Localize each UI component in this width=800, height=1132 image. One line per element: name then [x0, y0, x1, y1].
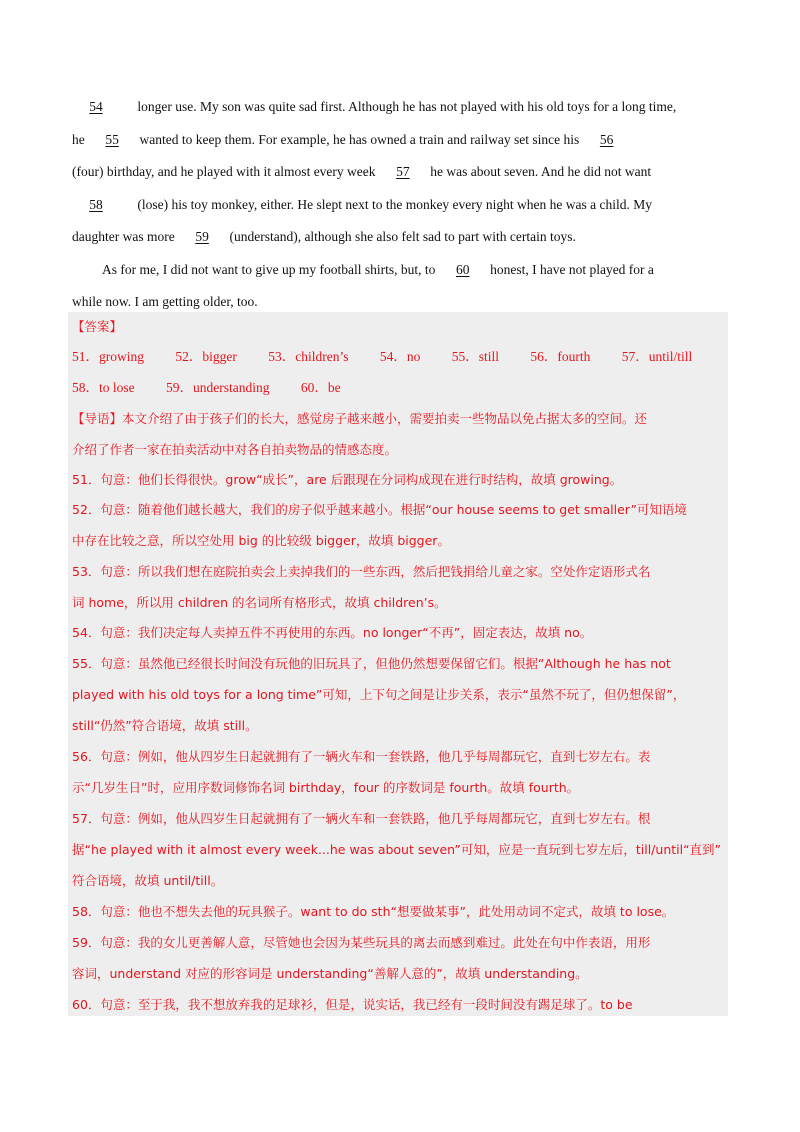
explanation-line: 53．句意：所以我们想在庭院拍卖会上卖掉我们的一些东西，然后把钱捐给儿童之家。空处作定语形式名	[72, 564, 651, 579]
blank-59: 59	[195, 229, 209, 244]
answer-item: 57．until/till	[621, 349, 693, 364]
blank-56: 56	[599, 131, 614, 147]
passage-text: (lose) his toy monkey, either. He slept next to the monkey every night when he was a child. My	[134, 196, 653, 212]
passage-text: daughter was more	[72, 229, 179, 244]
explanation-line: 54．句意：我们决定每人卖掉五件不再使用的东西。no longer“不再”，固定表达，故填 no。	[72, 625, 593, 640]
explanation-line: 词 home，所以用 children 的名词所有格形式，故填 children’s。	[72, 595, 447, 610]
passage-line	[72, 192, 728, 225]
passage-line	[72, 224, 728, 257]
passage-text: he was about seven. And he did not want	[426, 164, 652, 179]
explanation-line: 60．句意：至于我，我不想放弃我的足球衫，但是，说实话，我已经有一段时间没有踢足球了。to be	[72, 997, 633, 1012]
explanation-line: 中存在比较之意，所以空处用 big 的比较级 bigger，故填 bigger。	[72, 533, 450, 548]
explanation-line: 示“几岁生日”时，应用序数词修饰名词 birthday，four 的序数词是 fourth。故填 fourth。	[72, 780, 580, 795]
explanation-line: 介绍了作者一家在拍卖活动中对各自拍卖物品的情感态度。	[72, 442, 398, 457]
passage-text: longer use. My son was quite sad first. Although he has not played with his old toys for a long time,	[134, 99, 677, 114]
passage-text: (four) birthday, and he played with it almost every week	[72, 164, 379, 179]
blank-54: 54	[89, 99, 103, 114]
answer-item: 51．growing	[72, 349, 144, 364]
passage-line	[72, 257, 728, 290]
explanation-line: played with his old toys for a long time”可知，上下句之间是让步关系，表示“虽然不玩了，但仍想保留”，	[72, 687, 686, 702]
blank-58: 58	[89, 196, 103, 212]
answer-item: 60．be	[300, 380, 341, 395]
explanation-line: 【导语】本文介绍了由于孩子们的长大，感觉房子越来越小，需要拍卖一些物品以免占据太多的空间。还	[72, 411, 648, 426]
explanation-line: 容词，understand 对应的形容词是 understanding“善解人意的”，故填 understanding。	[72, 966, 588, 981]
answer-item: 53．children’s	[268, 349, 349, 364]
passage-line	[72, 159, 728, 192]
answer-item: 52．bigger	[175, 349, 237, 364]
explanation-line: 55．句意：虽然他已经很长时间没有玩他的旧玩具了，但他仍然想要保留它们。根据“Although he has not	[72, 656, 671, 671]
blank-55: 55	[105, 131, 119, 147]
passage-text: (understand), although she also felt sad to part with certain toys.	[226, 229, 576, 244]
explanation-line: 52．句意：随着他们越长越大，我们的房子似乎越来越小。根据“our house seems to get smaller”可知语境	[72, 502, 687, 517]
answer-item: 55．still	[451, 349, 500, 364]
passage-text: honest, I have not played for a	[486, 261, 654, 277]
explanation-line: 58．句意：他也不想失去他的玩具猴子。want to do sth“想要做某事”，此处用动词不定式，故填 to lose。	[72, 904, 675, 919]
answer-section	[68, 312, 728, 1016]
passage-text: while now. I am getting older, too.	[72, 294, 258, 309]
explanation-line: 符合语境，故填 until/till。	[72, 873, 224, 888]
answer-row-1	[72, 346, 720, 368]
blank-57: 57	[396, 164, 410, 179]
explanation-line: 56．句意：例如，他从四岁生日起就拥有了一辆火车和一套铁路，他几乎每周都玩它，直到七岁左右。表	[72, 749, 651, 764]
explanation-line: still“仍然”符合语境，故填 still。	[72, 718, 258, 733]
blank-60: 60	[455, 261, 470, 277]
passage-line	[72, 127, 728, 160]
passage-text: As for me, I did not want to give up my football shirts, but, to	[102, 261, 439, 277]
explanation-line: 59．句意：我的女儿更善解人意，尽管她也会因为某些玩具的离去而感到难过。此处在句中作表语，用形	[72, 935, 651, 950]
answer-item: 54．no	[379, 349, 421, 364]
passage-text: he	[72, 131, 89, 147]
cloze-passage	[72, 94, 728, 322]
answer-heading: 【答案】	[72, 319, 123, 334]
answer-row-2	[72, 377, 369, 399]
answer-item: 56．fourth	[530, 349, 591, 364]
explanation-line: 57．句意：例如，他从四岁生日起就拥有了一辆火车和一套铁路，他几乎每周都玩它，直到七岁左右。根	[72, 811, 651, 826]
passage-line	[72, 94, 728, 127]
answer-item: 59．understanding	[166, 380, 270, 395]
explanation-line: 据“he played with it almost every week...he was about seven”可知，应是一直玩到七岁左后，till/until“直到”	[72, 842, 722, 857]
passage-text: wanted to keep them. For example, he has owned a train and railway set since his	[136, 131, 583, 147]
explanation-line: 51．句意：他们长得很快。grow“成长”，are 后跟现在分词构成现在进行时结构，故填 growing。	[72, 472, 623, 487]
answer-item: 58．to lose	[72, 380, 135, 395]
